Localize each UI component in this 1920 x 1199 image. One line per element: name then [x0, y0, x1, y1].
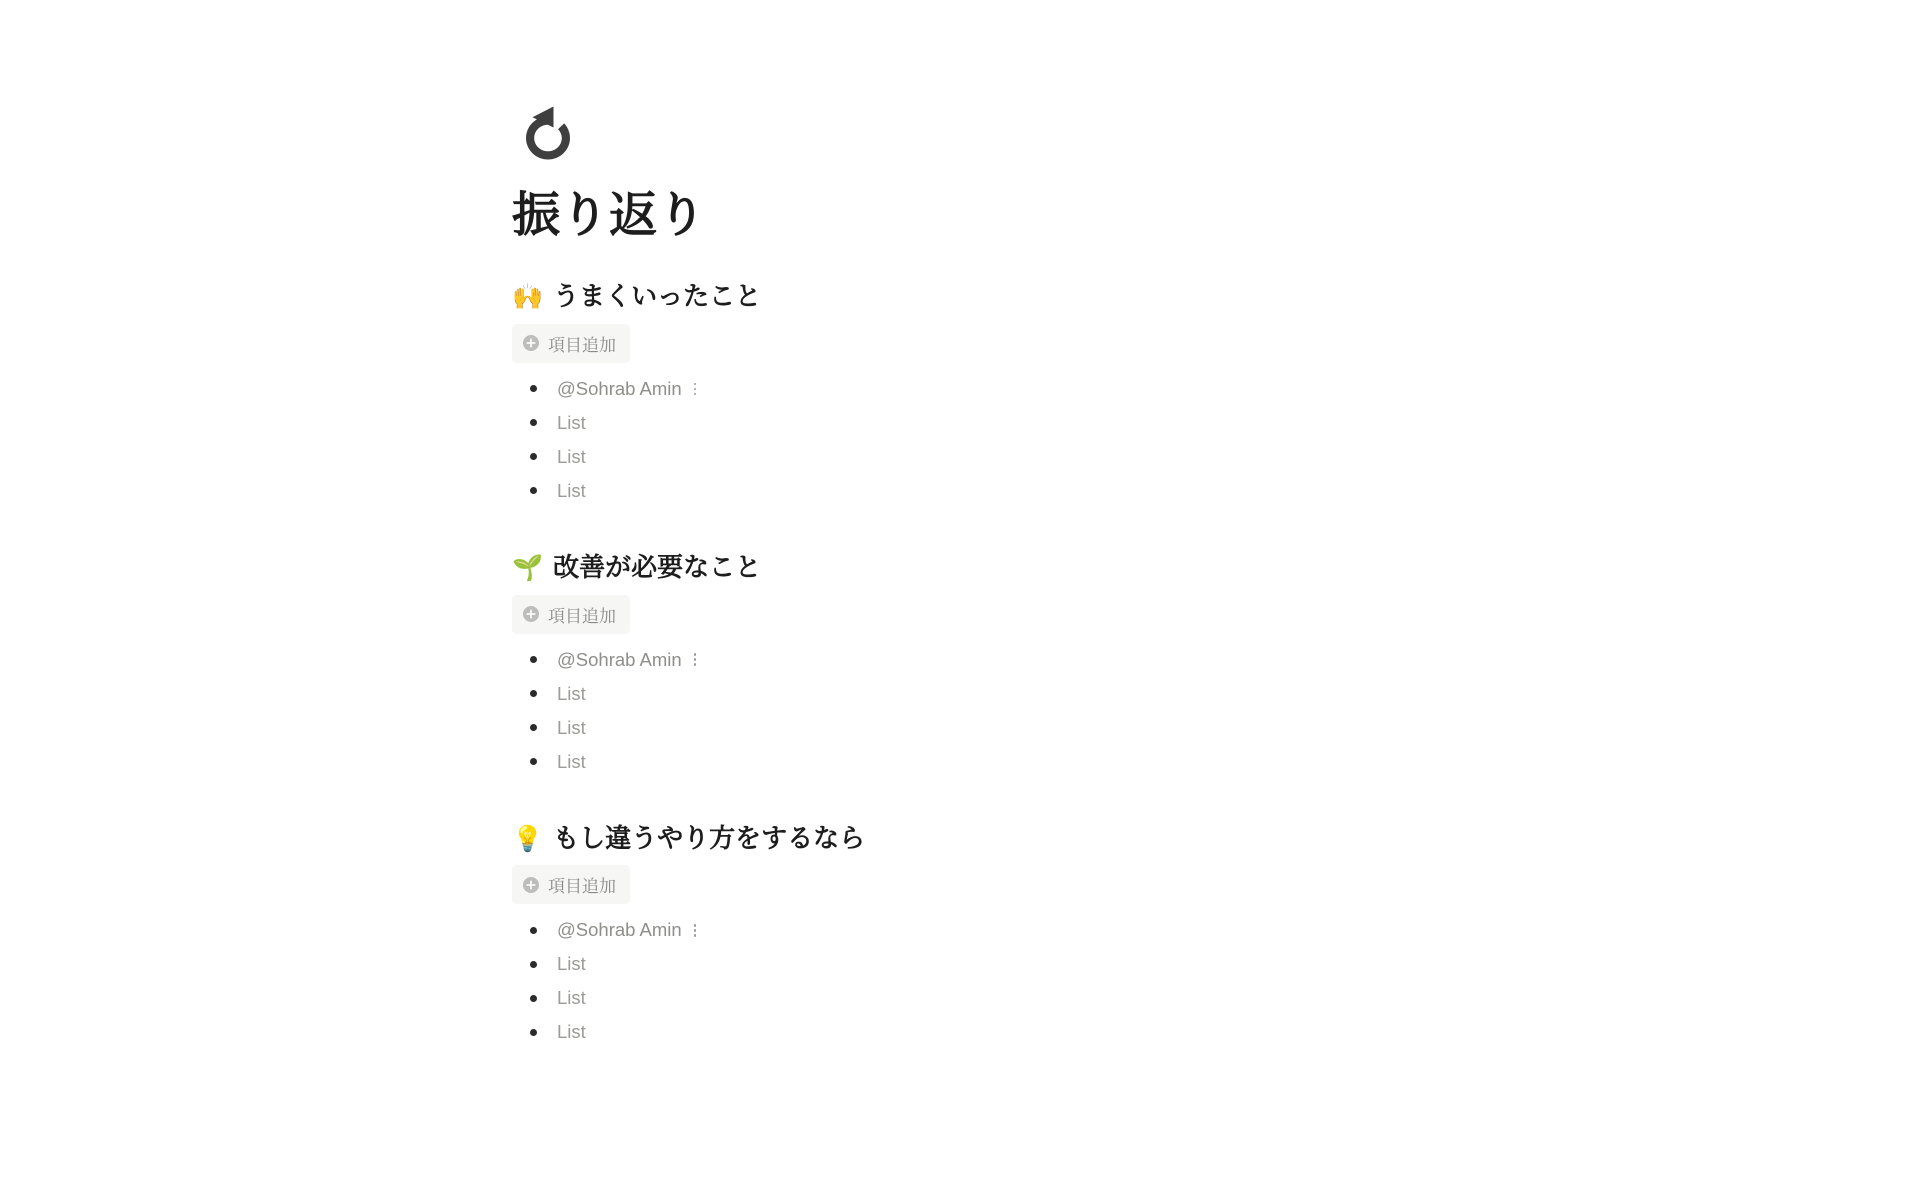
list-item-placeholder[interactable]: List: [557, 411, 586, 433]
list-item-placeholder[interactable]: List: [557, 682, 586, 704]
bullet-list: [512, 643, 1412, 779]
list-item[interactable]: [512, 981, 1412, 1015]
raising-hands-emoji: 🙌: [512, 282, 544, 312]
list-item-placeholder[interactable]: List: [557, 987, 586, 1009]
section-title: 改善が必要なこと: [553, 551, 762, 582]
bullet-dot-icon: [530, 656, 537, 663]
plus-circle-icon: [522, 334, 540, 352]
bullet-dot-icon: [530, 961, 537, 968]
list-item[interactable]: [512, 406, 1412, 440]
bullet-dot-icon: [530, 453, 537, 460]
item-menu-icon[interactable]: [691, 922, 700, 939]
document-body: [512, 100, 1412, 1049]
section-needs-improvement: [512, 551, 1412, 779]
list-item[interactable]: [512, 643, 1412, 677]
bullet-list: [512, 372, 1412, 508]
seedling-emoji: 🌱: [512, 553, 544, 583]
mention-chip[interactable]: @Sohrab Amin: [557, 377, 682, 399]
mention-chip[interactable]: @Sohrab Amin: [557, 919, 682, 941]
bullet-dot-icon: [530, 1029, 537, 1036]
bullet-dot-icon: [530, 758, 537, 765]
list-item[interactable]: [512, 711, 1412, 745]
add-item-label: 項目追加: [548, 606, 616, 626]
add-item-button[interactable]: [512, 865, 630, 904]
section-title: うまくいったこと: [553, 281, 762, 311]
light-bulb-emoji: 💡: [512, 823, 544, 853]
section-do-differently: [512, 822, 1412, 1050]
list-item[interactable]: [512, 677, 1412, 711]
list-item-placeholder[interactable]: List: [557, 750, 586, 772]
list-item[interactable]: [512, 474, 1412, 508]
add-item-label: 項目追加: [548, 877, 616, 897]
mention-chip[interactable]: @Sohrab Amin: [557, 648, 682, 670]
plus-circle-icon: [522, 605, 540, 623]
list-item-placeholder[interactable]: List: [557, 1021, 586, 1043]
bullet-dot-icon: [530, 995, 537, 1002]
bullet-list: [512, 913, 1412, 1049]
bullet-dot-icon: [530, 487, 537, 494]
undo-arrow-icon: [512, 100, 584, 172]
item-menu-icon[interactable]: [691, 651, 700, 668]
add-item-label: 項目追加: [548, 335, 616, 355]
item-menu-icon[interactable]: [691, 381, 700, 398]
list-item[interactable]: [512, 913, 1412, 947]
plus-circle-icon: [522, 876, 540, 894]
add-item-button[interactable]: [512, 324, 630, 363]
list-item[interactable]: [512, 1015, 1412, 1049]
section-heading: [512, 551, 1412, 585]
list-item-placeholder[interactable]: List: [557, 479, 586, 501]
list-item[interactable]: [512, 372, 1412, 406]
section-heading: [512, 280, 1412, 314]
list-item-placeholder[interactable]: List: [557, 953, 586, 975]
bullet-dot-icon: [530, 724, 537, 731]
list-item[interactable]: [512, 440, 1412, 474]
section-went-well: [512, 280, 1412, 508]
section-heading: [512, 822, 1412, 856]
list-item[interactable]: [512, 745, 1412, 779]
bullet-dot-icon: [530, 690, 537, 697]
add-item-button[interactable]: [512, 595, 630, 634]
bullet-dot-icon: [530, 419, 537, 426]
section-title: もし違うやり方をするなら: [553, 822, 866, 853]
list-item[interactable]: [512, 947, 1412, 981]
bullet-dot-icon: [530, 385, 537, 392]
list-item-placeholder[interactable]: List: [557, 445, 586, 467]
bullet-dot-icon: [530, 927, 537, 934]
page-title: 振り返り: [512, 189, 707, 242]
list-item-placeholder[interactable]: List: [557, 716, 586, 738]
